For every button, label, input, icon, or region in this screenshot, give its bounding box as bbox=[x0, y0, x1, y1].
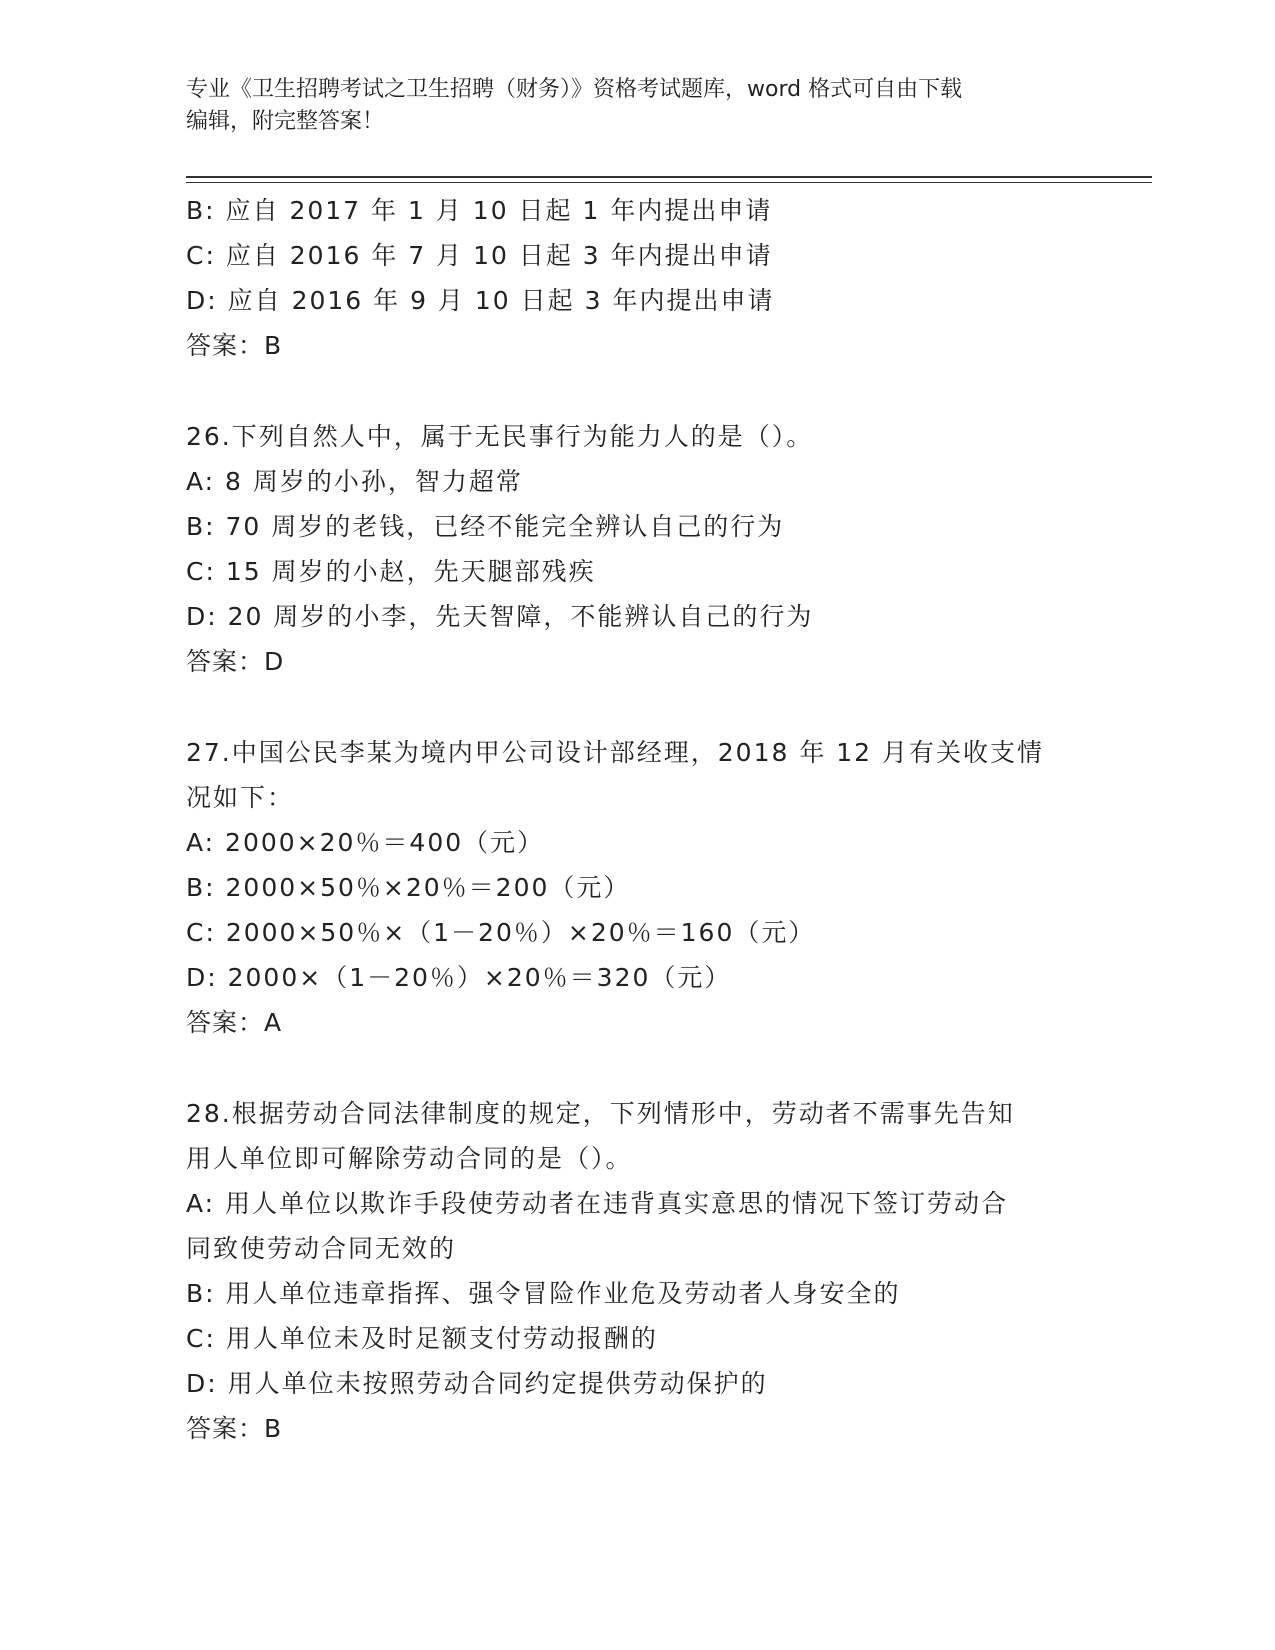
question-line: 况如下： bbox=[186, 783, 295, 812]
header-line-2: 编辑，附完整答案！ bbox=[186, 109, 385, 134]
question-line: 26.下列自然人中，属于无民事行为能力人的是（）。 bbox=[186, 422, 814, 451]
answer-line: 答案：A bbox=[186, 1008, 283, 1037]
option-line: C: 15 周岁的小赵，先天腿部残疾 bbox=[186, 557, 596, 586]
option-line: B: 应自 2017 年 1 月 10 日起 1 年内提出申请 bbox=[186, 196, 773, 225]
question-line: 28.根据劳动合同法律制度的规定，下列情形中，劳动者不需事先告知 bbox=[186, 1099, 1015, 1128]
option-line: 同致使劳动合同无效的 bbox=[186, 1234, 457, 1263]
question-block bbox=[186, 730, 1086, 1045]
block-gap bbox=[186, 1045, 1086, 1091]
option-line: B: 70 周岁的老钱，已经不能完全辨认自己的行为 bbox=[186, 512, 785, 541]
option-line: C: 用人单位未及时足额支付劳动报酬的 bbox=[186, 1324, 658, 1353]
option-line: C: 应自 2016 年 7 月 10 日起 3 年内提出申请 bbox=[186, 241, 773, 270]
option-line: A: 2000×20％＝400（元） bbox=[186, 828, 545, 857]
option-line: A: 8 周岁的小孙，智力超常 bbox=[186, 467, 523, 496]
answer-line: 答案：B bbox=[186, 1414, 283, 1443]
page-header bbox=[186, 74, 1066, 138]
question-line: 27.中国公民李某为境内甲公司设计部经理，2018 年 12 月有关收支情 bbox=[186, 738, 1045, 767]
question-block bbox=[186, 414, 1086, 684]
option-line: D: 20 周岁的小李，先天智障，不能辨认自己的行为 bbox=[186, 602, 814, 631]
question-block bbox=[186, 1091, 1086, 1451]
question-line: 用人单位即可解除劳动合同的是（）。 bbox=[186, 1144, 633, 1173]
option-line: C: 2000×50％×（1－20％）×20％＝160（元） bbox=[186, 918, 816, 947]
block-gap bbox=[186, 368, 1086, 414]
answer-line: 答案：B bbox=[186, 331, 283, 360]
question-content bbox=[186, 188, 1086, 1451]
option-line: D: 应自 2016 年 9 月 10 日起 3 年内提出申请 bbox=[186, 286, 775, 315]
option-line: A: 用人单位以欺诈手段使劳动者在违背真实意思的情况下签订劳动合 bbox=[186, 1189, 1009, 1218]
block-gap bbox=[186, 684, 1086, 730]
header-divider bbox=[186, 176, 1152, 178]
question-block bbox=[186, 188, 1086, 368]
option-line: B: 用人单位违章指挥、强令冒险作业危及劳动者人身安全的 bbox=[186, 1279, 901, 1308]
header-line-1: 专业《卫生招聘考试之卫生招聘（财务）》资格考试题库，word 格式可自由下载 bbox=[186, 77, 963, 102]
option-line: B: 2000×50％×20％＝200（元） bbox=[186, 873, 631, 902]
header-divider-thin bbox=[186, 182, 1152, 183]
option-line: D: 用人单位未按照劳动合同约定提供劳动保护的 bbox=[186, 1369, 768, 1398]
answer-line: 答案：D bbox=[186, 647, 285, 676]
option-line: D: 2000×（1－20％）×20％＝320（元） bbox=[186, 963, 732, 992]
